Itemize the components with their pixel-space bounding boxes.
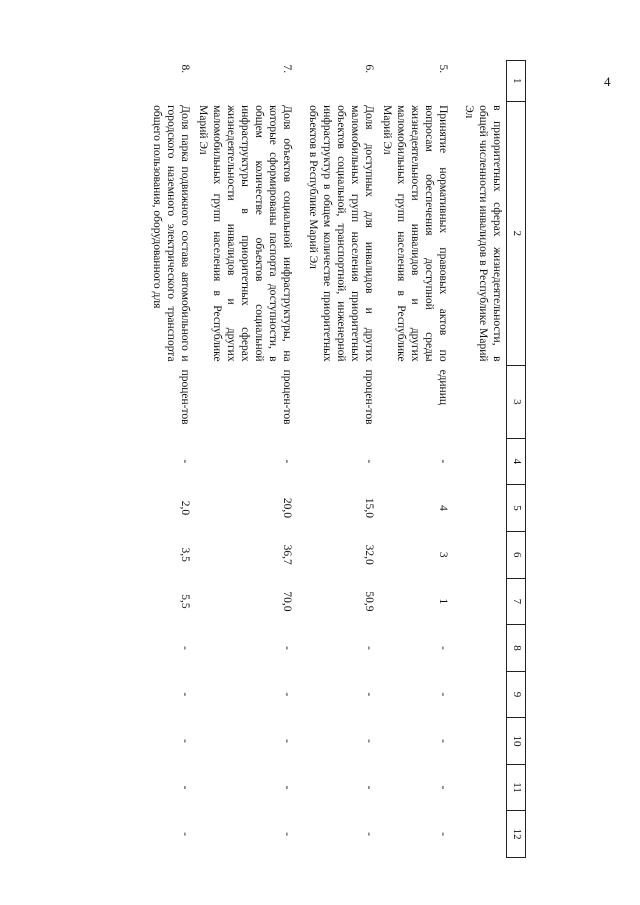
row-unit: процен-тов — [280, 369, 293, 425]
value-col-10 — [452, 718, 507, 765]
value-col-5: 2,0 — [178, 500, 191, 516]
value-col-11 — [452, 764, 507, 811]
row-unit: единиц — [437, 369, 449, 405]
value-col-5 — [452, 485, 507, 532]
col-header-8: 8 — [507, 625, 526, 671]
value-col-7: 70,0 — [280, 591, 293, 612]
value-col-7: 5,5 — [178, 594, 191, 609]
value-col-12: - — [280, 832, 293, 837]
value-col-6: 36,7 — [280, 544, 293, 565]
col-header-9: 9 — [507, 671, 526, 717]
value-col-4 — [452, 438, 507, 484]
value-col-4: - — [178, 459, 191, 464]
table-row — [452, 61, 507, 858]
col-header-10: 10 — [507, 718, 526, 765]
value-col-7: 1 — [437, 598, 449, 605]
value-col-5: 15,0 — [362, 497, 375, 519]
col-header-7: 7 — [507, 578, 526, 625]
value-col-12: - — [178, 832, 191, 837]
value-col-10: - — [437, 739, 449, 743]
value-col-9: - — [437, 692, 449, 697]
row-description: Доля доступных для инвалидов и других маломобильных групп населения приоритетных объектов социальной, транспортной, инженерной инфраструктур в общем количестве приоритетных объектов в Республике Марий Эл — [306, 105, 375, 362]
value-col-8: - — [437, 646, 449, 650]
value-col-11: - — [362, 785, 375, 790]
col-header-6: 6 — [507, 531, 526, 578]
value-col-10: - — [362, 739, 375, 743]
value-col-4: - — [280, 459, 293, 464]
row-description: Доля объектов социальной инфраструктуры, на которые сформированы паспорта доступности, в общем количестве объектов социальной инфраструктуры в приоритетных сферах жизнедеятельности инвалидов и других маломобильных групп населения в Республике Марий Эл — [196, 105, 293, 362]
rotated-table-sheet — [122, 60, 526, 858]
row-number: 8. — [178, 64, 191, 74]
row-description: в приоритетных сферах жизнедеятельности, в общей численности инвалидов в Республике Марий Эл — [462, 105, 503, 362]
indicators-table — [148, 60, 526, 858]
table-row — [194, 61, 296, 858]
value-col-9 — [452, 671, 507, 717]
header-row — [507, 61, 526, 858]
row-unit — [452, 366, 507, 439]
value-col-6: 3,5 — [178, 547, 191, 562]
table-row — [148, 61, 194, 858]
value-col-8: - — [280, 646, 293, 650]
value-col-9: - — [178, 692, 191, 697]
value-col-12: - — [362, 832, 375, 837]
value-col-7: 50,9 — [362, 591, 375, 612]
row-number — [452, 61, 507, 102]
value-col-6 — [452, 531, 507, 578]
value-col-8: - — [178, 646, 191, 650]
table-row — [296, 61, 378, 858]
row-description: Принятие нормативных правовых актов по вопросам обеспечения доступной среды жизнедеятельности инвалидов и других маломобильных групп населения в Республике Марий Эл — [380, 105, 449, 362]
value-col-8 — [452, 625, 507, 671]
table-row — [378, 61, 452, 858]
value-col-5: 20,0 — [280, 497, 293, 519]
value-col-5: 4 — [437, 505, 449, 511]
page-number: 4 — [604, 74, 611, 89]
value-col-9: - — [280, 692, 293, 697]
row-unit: процен-тов — [178, 369, 191, 425]
col-header-5: 5 — [507, 485, 526, 532]
col-header-1: 1 — [507, 61, 526, 102]
value-col-6: 3 — [437, 551, 449, 558]
value-col-12 — [452, 811, 507, 858]
value-col-4: - — [437, 459, 449, 464]
value-col-12: - — [437, 832, 449, 837]
value-col-10: - — [178, 739, 191, 743]
value-col-6: 32,0 — [362, 544, 375, 565]
col-header-11: 11 — [507, 764, 526, 811]
col-header-12: 12 — [507, 811, 526, 858]
row-unit: процен-тов — [362, 369, 375, 425]
value-col-11: - — [280, 785, 293, 790]
value-col-9: - — [362, 692, 375, 697]
row-number: 5. — [437, 64, 449, 74]
value-col-7 — [452, 578, 507, 625]
row-number: 6. — [362, 64, 375, 74]
col-header-3: 3 — [507, 366, 526, 439]
row-number: 7. — [280, 64, 293, 74]
value-col-10: - — [280, 739, 293, 743]
col-header-2: 2 — [507, 101, 526, 365]
value-col-8: - — [362, 646, 375, 650]
value-col-11: - — [178, 785, 191, 790]
value-col-4: - — [362, 459, 375, 464]
col-header-4: 4 — [507, 438, 526, 484]
value-col-11: - — [437, 785, 449, 790]
row-description: Доля парка подвижного состава автомобильного и городского наземного электрического транспорта общего пользования, оборудованного для — [150, 105, 191, 362]
